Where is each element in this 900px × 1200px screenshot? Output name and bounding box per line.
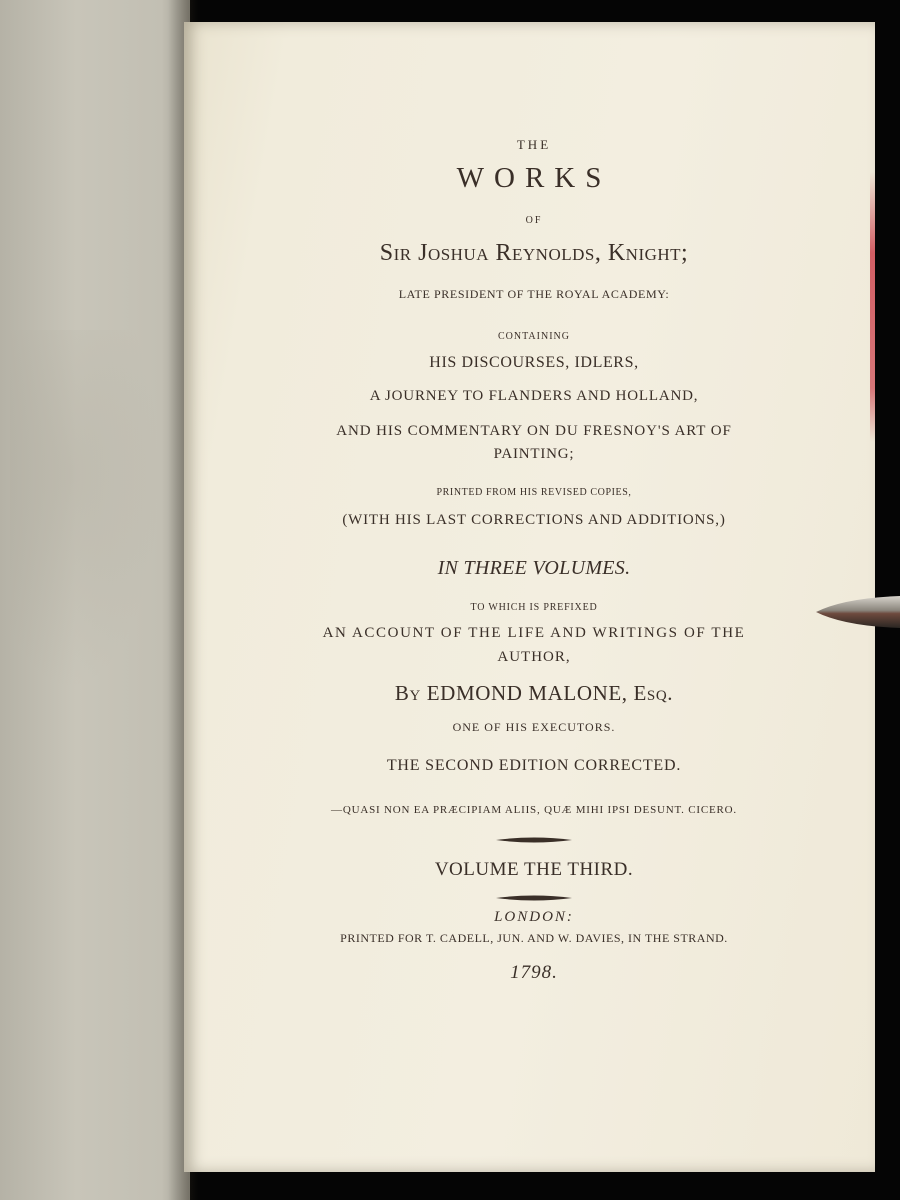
- prefixed-line: TO WHICH IS PREFIXED: [470, 602, 598, 613]
- author-line: AUTHOR,: [497, 649, 571, 665]
- volume-third-line: VOLUME THE THIRD.: [434, 859, 634, 880]
- red-page-edge: [870, 172, 875, 442]
- london-line: LONDON:: [494, 909, 574, 925]
- printed-from-line: PRINTED FROM HIS REVISED COPIES,: [436, 487, 632, 498]
- corrections-line: (WITH HIS LAST CORRECTIONS AND ADDITIONS,): [342, 512, 726, 528]
- account-line: AN ACCOUNT OF THE LIFE AND WRITINGS OF THE: [322, 625, 746, 641]
- metal-bookmark-icon: [814, 592, 900, 632]
- left-leaf-offset-ghost: [10, 330, 160, 690]
- containing-line: CONTAINING: [498, 331, 570, 342]
- painting-line: PAINTING;: [493, 446, 575, 462]
- three-volumes-line: IN THREE VOLUMES.: [437, 557, 631, 579]
- executors-line: ONE OF HIS EXECUTORS.: [452, 720, 616, 734]
- journey-line: A JOURNEY TO FLANDERS AND HOLLAND,: [369, 388, 699, 404]
- ornamental-rule-icon: [494, 834, 574, 846]
- edition-line: THE SECOND EDITION CORRECTED.: [386, 757, 682, 774]
- title-page: [184, 22, 875, 1172]
- ornamental-rule-bottom: [254, 892, 814, 904]
- year-line: 1798.: [510, 962, 558, 983]
- late-president-line: LATE PRESIDENT OF THE ROYAL ACADEMY:: [398, 287, 670, 301]
- printer-line: PRINTED FOR T. CADELL, JUN. AND W. DAVIES, IN THE STRAND.: [340, 931, 728, 945]
- title-the: THE: [516, 137, 552, 152]
- discourses-line: HIS DISCOURSES, IDLERS,: [429, 354, 639, 371]
- author-name: Sir Joshua Reynolds, Knight;: [379, 240, 689, 266]
- left-blank-leaf: [0, 0, 190, 1200]
- ornamental-rule-icon: [494, 892, 574, 904]
- title-of: OF: [525, 215, 543, 226]
- title-works: WORKS: [456, 162, 612, 194]
- cicero-quote: —QUASI NON EA PRÆCIPIAM ALIIS, QUÆ MIHI IPSI DESUNT. CICERO.: [331, 804, 737, 816]
- malone-line: By EDMOND MALONE, Esq.: [394, 681, 674, 705]
- ornamental-rule-top: [254, 834, 814, 846]
- commentary-line: AND HIS COMMENTARY ON DU FRESNOY'S ART OF: [336, 423, 732, 439]
